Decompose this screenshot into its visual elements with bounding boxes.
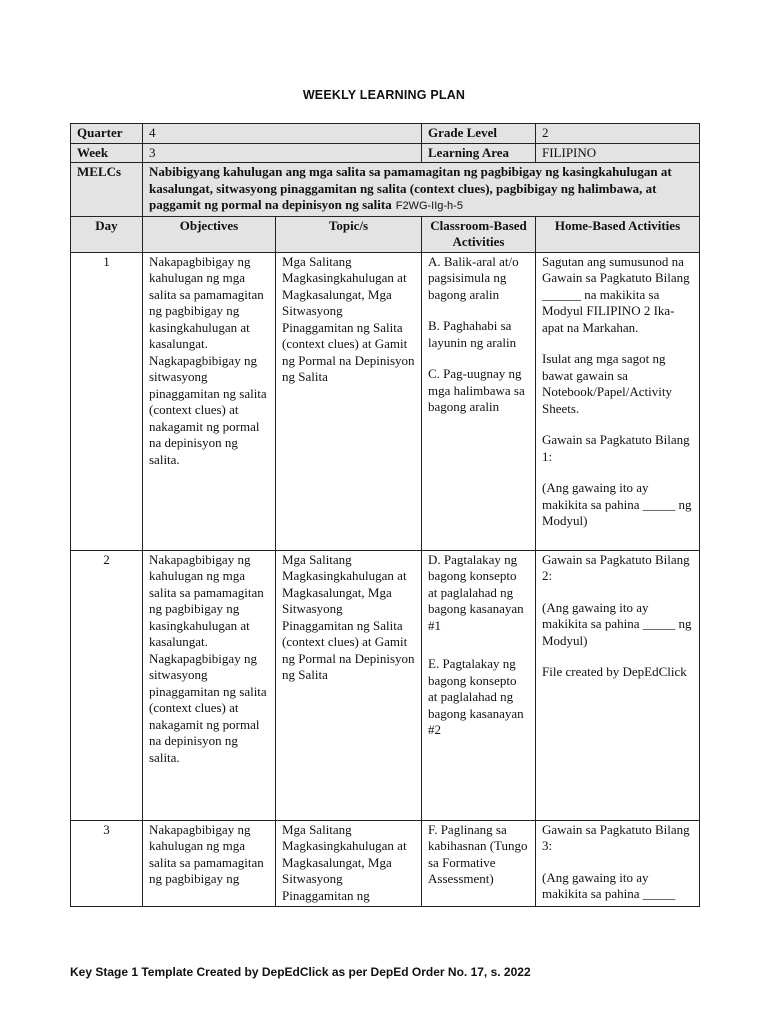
topic-text: Mga Salitang Magkasingkahulugan at Magkasalungat, Mga Sitwasyong Pinaggamitan ng — [282, 821, 407, 903]
classroom-activity: E. Pagtalakay ng bagong konsepto at paglalahad ng bagong kasanayan #2 — [428, 656, 524, 737]
day-cell: 1 — [71, 252, 143, 550]
classroom-activity: D. Pagtalakay ng bagong konsepto at paglalahad ng bagong kasanayan #1 — [428, 551, 524, 633]
home-activity: File created by DepEdClick — [542, 664, 687, 679]
week-row — [71, 143, 700, 163]
table-row — [71, 252, 700, 550]
learning-plan-table — [70, 123, 700, 907]
home-activity: Isulat ang mga sagot ng bawat gawain sa Notebook/Papel/Activity Sheets. — [542, 351, 672, 416]
objectives-cell — [143, 820, 276, 906]
classroom-activities-cell — [422, 820, 536, 906]
home-activities-cell — [536, 550, 700, 820]
home-activity: Sagutan ang sumusunod na Gawain sa Pagkatuto Bilang ______ na makikita sa Modyul FILIPINO 2 Ika-apat na Markahan. — [542, 253, 690, 335]
home-activity: Gawain sa Pagkatuto Bilang 1: — [542, 432, 690, 464]
home-activities-cell — [536, 820, 700, 906]
week-value: 3 — [143, 143, 422, 163]
footer-note: Key Stage 1 Template Created by DepEdClick as per DepEd Order No. 17, s. 2022 — [70, 965, 531, 979]
home-activities-cell — [536, 252, 700, 550]
grade-level-label: Grade Level — [422, 124, 536, 144]
home-activity: (Ang gawaing ito ay makikita sa pahina _____ ng Modyul) — [542, 480, 692, 528]
melcs-label: MELCs — [71, 163, 143, 217]
topic-cell: Mga Salitang Magkasingkahulugan at Magkasalungat, Mga Sitwasyong Pinaggamitan ng Salita (context clues) at Gamit ng Pormal na Depinisyon ng Salita — [276, 252, 422, 550]
home-activity: Gawain sa Pagkatuto Bilang 3: — [542, 821, 690, 853]
week-label: Week — [71, 143, 143, 163]
melcs-cell — [143, 163, 700, 217]
table-row — [71, 550, 700, 820]
home-activity: (Ang gawaing ito ay makikita sa pahina _____ ng Modyul) — [542, 599, 692, 648]
classroom-activity: A. Balik-aral at/o pagsisimula ng bagong aralin — [428, 253, 519, 302]
melcs-text: Nabibigyang kahulugan ang mga salita sa pamamagitan ng pagbibigay ng kasingkahulugan at kasalungat, sitwasyong pinaggamitan ng salita (context clues), pagbibigay ng halimbawa, at paggamit ng pormal na depinisyon ng salita — [149, 164, 672, 212]
column-header-objectives: Objectives — [143, 216, 276, 252]
classroom-activities-cell — [422, 252, 536, 550]
column-header-home-activities: Home-Based Activities — [536, 216, 700, 252]
day-cell: 2 — [71, 550, 143, 820]
classroom-activity: B. Paghahabi sa layunin ng aralin — [428, 318, 517, 350]
objectives-cell: Nakapagbibigay ng kahulugan ng mga salita sa pamamagitan ng pagbibigay ng kasingkahulugan at kasalungat. Nagkapagbibigay ng sitwasyong pinaggamitan ng salita (context clues) at nakagamit ng pormal na depinisyon ng salita. — [143, 252, 276, 550]
home-activity: Gawain sa Pagkatuto Bilang 2: — [542, 551, 690, 583]
learning-area-label: Learning Area — [422, 143, 536, 163]
grade-level-value: 2 — [536, 124, 700, 144]
column-header-day: Day — [71, 216, 143, 252]
topic-cell: Mga Salitang Magkasingkahulugan at Magkasalungat, Mga Sitwasyong Pinaggamitan ng Salita (context clues) at Gamit ng Pormal na Depinisyon ng Salita — [276, 550, 422, 820]
objectives-text: Nakapagbibigay ng kahulugan ng mga salita sa pamamagitan ng pagbibigay ng — [149, 821, 264, 886]
document-title: WEEKLY LEARNING PLAN — [302, 88, 466, 102]
classroom-activity: F. Paglinang sa kabihasnan (Tungo sa Formative Assessment) — [428, 821, 528, 886]
column-header-row — [71, 216, 700, 252]
day-cell: 3 — [71, 820, 143, 906]
quarter-row — [71, 124, 700, 144]
topic-cell — [276, 820, 422, 906]
quarter-label: Quarter — [71, 124, 143, 144]
table-row — [71, 820, 700, 906]
home-activity: (Ang gawaing ito ay makikita sa pahina _____ — [542, 869, 676, 901]
objectives-cell: Nakapagbibigay ng kahulugan ng mga salita sa pamamagitan ng pagbibigay ng kasingkahulugan at kasalungat. Nagkapagbibigay ng sitwasyong pinaggamitan ng salita (context clues) at nakagamit ng pormal na depinisyon ng salita. — [143, 550, 276, 820]
classroom-activities-cell — [422, 550, 536, 820]
melcs-code: F2WG-IIg-h-5 — [395, 200, 463, 212]
column-header-classroom-activities: Classroom-Based Activities — [422, 216, 536, 252]
quarter-value: 4 — [143, 124, 422, 144]
learning-area-value: FILIPINO — [536, 143, 700, 163]
melcs-row — [71, 163, 700, 217]
column-header-topics: Topic/s — [276, 216, 422, 252]
classroom-activity: C. Pag-uugnay ng mga halimbawa sa bagong aralin — [428, 366, 525, 414]
